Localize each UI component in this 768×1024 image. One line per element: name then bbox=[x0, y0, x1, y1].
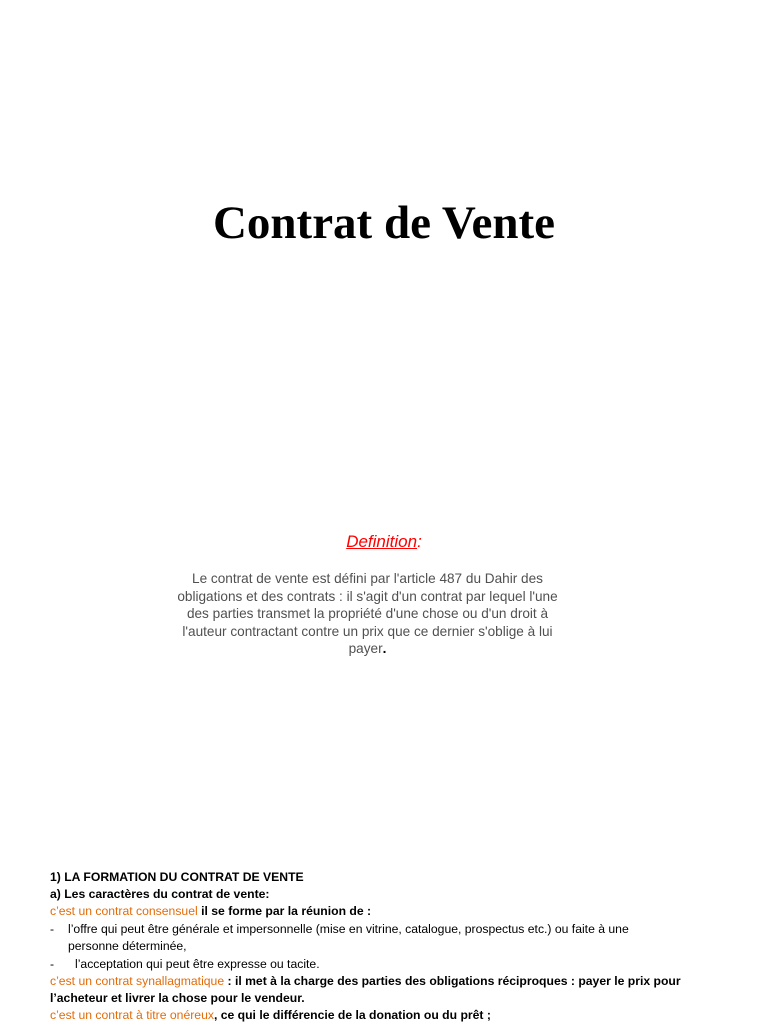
consensuel-text: il se forme par la réunion de : bbox=[197, 904, 372, 918]
onereux-text: , ce qui le différencie de la donation ou du prêt ; bbox=[213, 1008, 491, 1022]
definition-heading bbox=[0, 530, 768, 554]
document-title: Contrat de Vente bbox=[212, 197, 556, 249]
definition-line: Le contrat de vente est défini par l'article 487 du Dahir des bbox=[192, 571, 543, 586]
definition-colon: : bbox=[417, 532, 422, 551]
synallagmatique-text: : il met à la charge des parties des obligations réciproques : payer le prix pour bbox=[224, 974, 681, 988]
bullet-offre-text: l’offre qui peut être générale et impersonnelle (mise en vitrine, catalogue, prospectus etc.) ou faite à une bbox=[68, 922, 629, 936]
synallagmatique-line-2: l’acheteur et livrer la chose pour le vendeur. bbox=[50, 991, 305, 1005]
synallagmatique-line bbox=[50, 973, 750, 990]
onereux-label: c’est un contrat à titre onéreux bbox=[50, 1008, 214, 1022]
bullet-dash: - bbox=[50, 957, 55, 971]
onereux-line bbox=[50, 1007, 750, 1024]
definition-end-mark: . bbox=[382, 641, 387, 656]
synallagmatique-label: c’est un contrat synallagmatique bbox=[50, 974, 225, 988]
definition-line: l'auteur contractant contre un prix que ce dernier s'oblige à lui bbox=[182, 623, 553, 639]
section-heading: 1) LA FORMATION DU CONTRAT DE VENTE bbox=[50, 870, 304, 884]
definition-text bbox=[160, 570, 575, 658]
bullet-acceptation bbox=[50, 956, 750, 973]
consensuel-label: c’est un contrat consensuel bbox=[50, 904, 198, 918]
definition-line: obligations et des contrats : il s'agit d'un contrat par lequel l'une bbox=[177, 588, 558, 604]
bullet-offre-text-2: personne déterminée, bbox=[68, 939, 187, 953]
definition-label: Definition bbox=[346, 532, 418, 551]
bullet-acceptation-text: l’acceptation qui peut être expresse ou tacite. bbox=[75, 957, 320, 971]
bullet-offre bbox=[50, 921, 750, 938]
definition-line: payer bbox=[348, 641, 383, 656]
definition-line: des parties transmet la propriété d'une chose ou d'un droit à bbox=[186, 606, 549, 621]
bullet-offre-cont bbox=[50, 938, 750, 955]
section-subheading: a) Les caractères du contrat de vente: bbox=[50, 887, 270, 901]
bullet-dash: - bbox=[50, 922, 55, 936]
consensuel-line bbox=[50, 903, 750, 920]
